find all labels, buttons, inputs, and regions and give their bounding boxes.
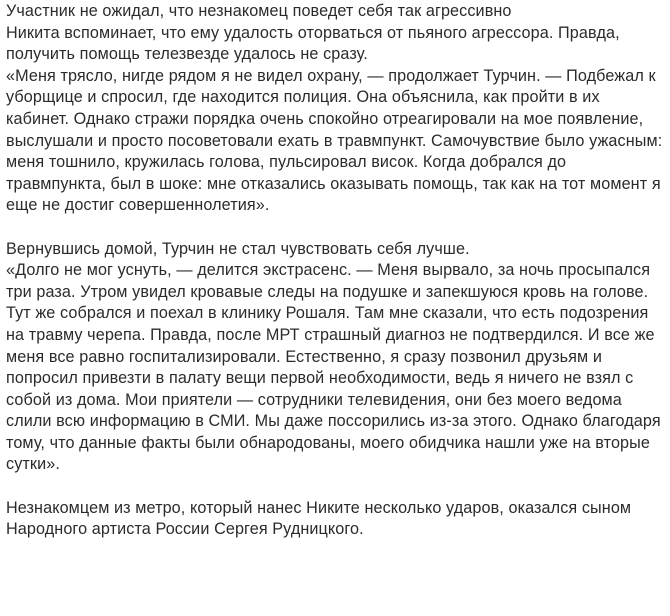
article-quote: «Меня трясло, нигде рядом я не видел охрану, — продолжает Турчин. — Подбежал к уборщице и спросил, где находится полиция. Она объяснила, как пройти в их кабинет. Однако стражи порядка очень спокойно отреагировали на мое появление, выслушали и просто посоветовали ехать в травмпункт. Самочувствие было ужасным: меня тошнило, кружилась голова, пульсировал висок. Когда добрался до травмпункта, был в шоке: мне отказались оказывать помощь, так как на тот момент я еще не достиг совершеннолетия».	[6, 66, 663, 215]
article-paragraph: Никита вспоминает, что ему удалость оторваться от пьяного агрессора. Правда, получить помощь телезвезде удалось не сразу.	[6, 23, 620, 64]
article-quote: «Долго не мог уснуть, — делится экстрасенс. — Меня вырвало, за ночь просыпался три раза. Утром увидел кровавые следы на подушке и запекшуюся кровь на голове. Тут же собрался и поехал в клинику Рошаля. Там мне сказали, что есть подозрения на травму черепа. Правда, после МРТ страшный диагноз не подтвердился. И все же меня все равно госпитализировали. Естественно, я сразу позвонил друзьям и попросил привезти в палату вещи первой необходимости, ведь я ничего не взял с собой из дома. Мои приятели — сотрудники телевидения, они без моего ведома слили всю информацию в СМИ. Мы даже поссорились из-за этого. Однако благодаря тому, что данные факты были обнародованы, моего обидчика нашли уже на вторые сутки».	[6, 261, 661, 474]
paragraph-spacer	[6, 217, 664, 239]
paragraph-spacer	[6, 476, 664, 498]
article-paragraph: Незнакомцем из метро, который нанес Никите несколько ударов, оказался сыном Народного артиста России Сергея Рудницкого.	[6, 498, 632, 539]
article-paragraph: Участник не ожидал, что незнакомец поведет себя так агрессивно	[6, 2, 512, 20]
article-paragraph: Вернувшись домой, Турчин не стал чувствовать себя лучше.	[6, 239, 470, 258]
